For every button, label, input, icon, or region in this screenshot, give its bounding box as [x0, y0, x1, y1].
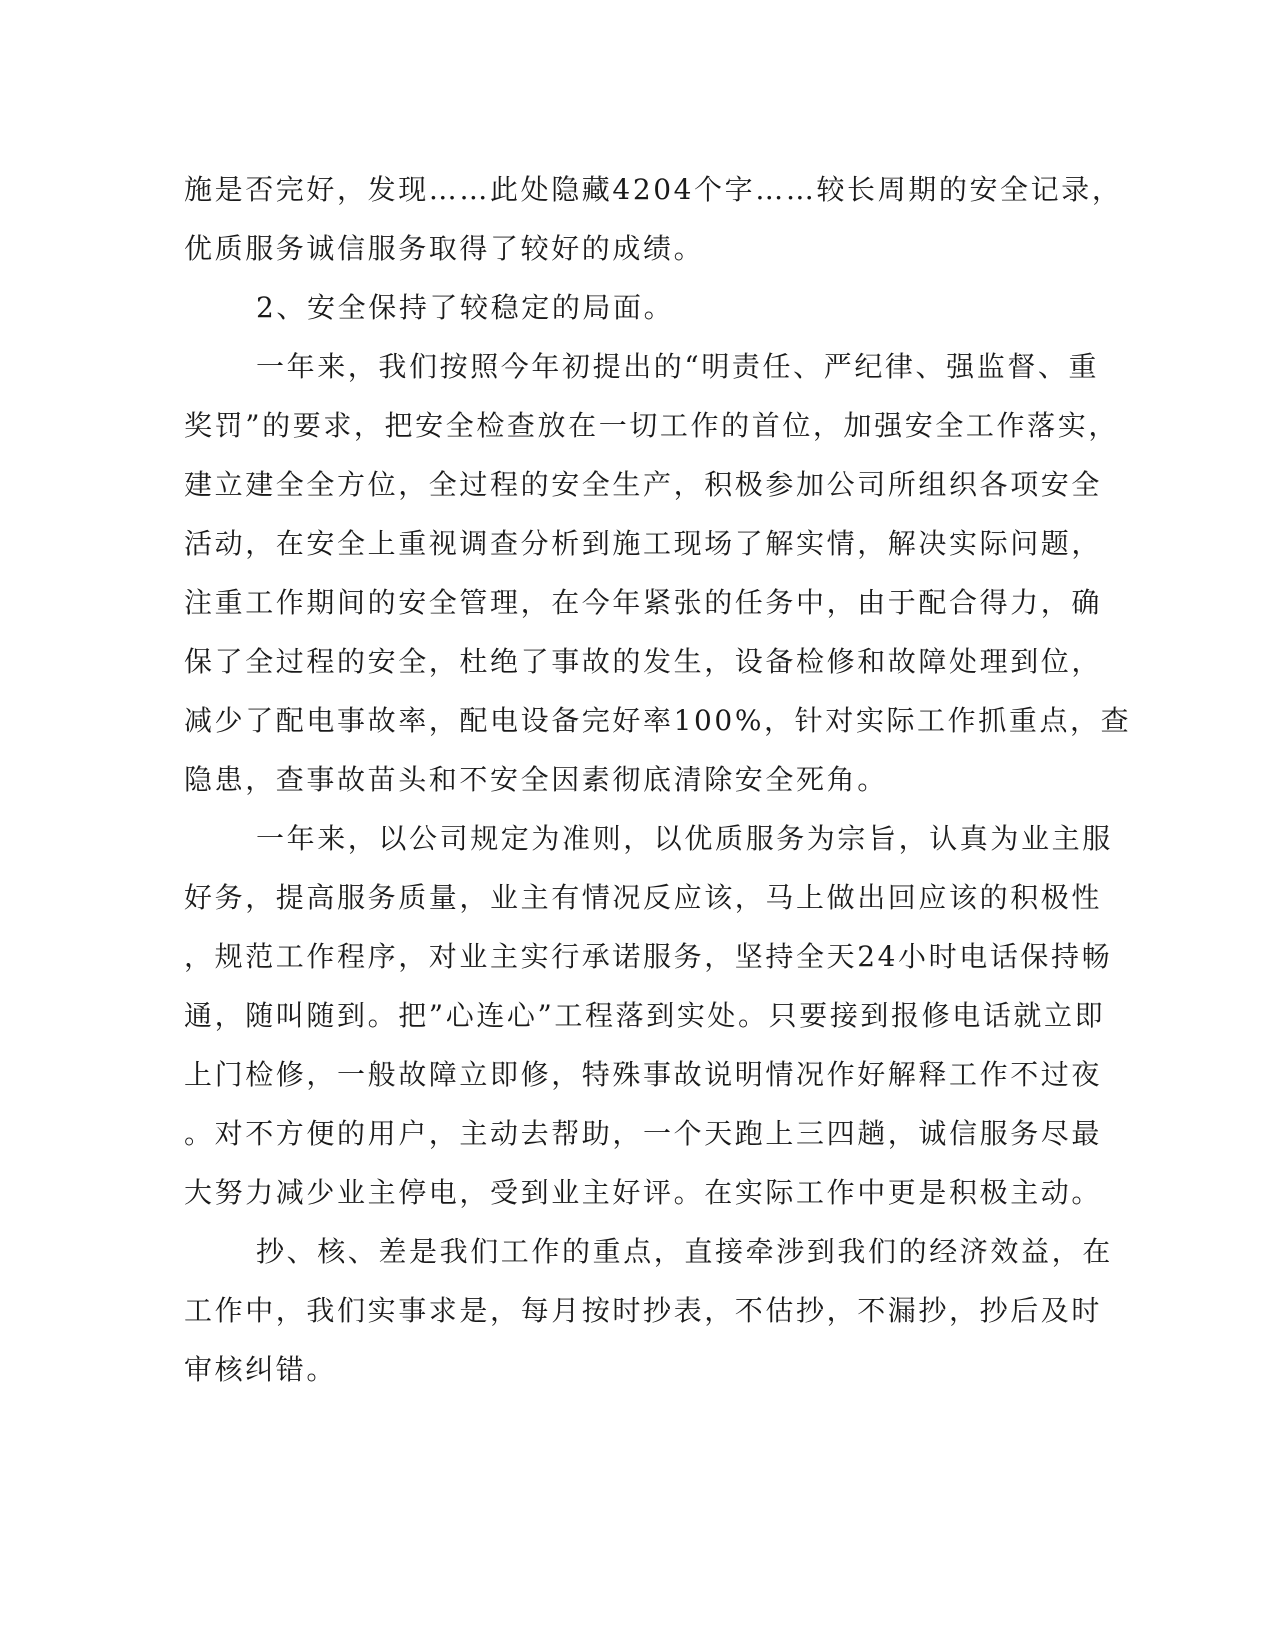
text-line: 注重工作期间的安全管理，在今年紧张的任务中，由于配合得力，确 [184, 586, 1103, 619]
text-line: 保了全过程的安全，杜绝了事故的发生，设备检修和故障处理到位， [184, 645, 1103, 678]
text-line: 建立建全全方位，全过程的安全生产，积极参加公司所组织各项安全 [184, 468, 1103, 501]
text-line: 通，随叫随到。把”心连心”工程落到实处。只要接到报修电话就立即 [184, 999, 1106, 1032]
text-line: 工作中，我们实事求是，每月按时抄表，不估抄，不漏抄，抄后及时 [184, 1294, 1103, 1327]
section-heading: 2、安全保持了较稳定的局面。 [256, 291, 675, 324]
text-line: 减少了配电事故率，配电设备完好率100%，针对实际工作抓重点，查 [184, 704, 1132, 737]
text-line: 活动，在安全上重视调查分析到施工现场了解实情，解决实际问题， [184, 527, 1103, 560]
text-line: 优质服务诚信服务取得了较好的成绩。 [184, 232, 705, 265]
text-line: 上门检修，一般故障立即修，特殊事故说明情况作好解释工作不过夜 [184, 1058, 1103, 1091]
text-line: 抄、核、差是我们工作的重点，直接牵涉到我们的经济效益，在 [256, 1235, 1113, 1268]
text-line: ，规范工作程序，对业主实行承诺服务，坚持全天24小时电话保持畅 [184, 940, 1113, 973]
text-line: 奖罚”的要求，把安全检查放在一切工作的首位，加强安全工作落实， [184, 409, 1119, 442]
text-line: 一年来，以公司规定为准则，以优质服务为宗旨，认真为业主服 [256, 822, 1113, 855]
text-line: 一年来，我们按照今年初提出的“明责任、严纪律、强监督、重 [256, 350, 1100, 383]
text-line: 好务，提高服务质量，业主有情况反应该，马上做出回应该的积极性 [184, 881, 1103, 914]
text-line: 审核纠错。 [184, 1353, 338, 1386]
text-line: 。对不方便的用户，主动去帮助，一个天跑上三四趟，诚信服务尽最 [184, 1117, 1103, 1150]
text-line: 大努力减少业主停电，受到业主好评。在实际工作中更是积极主动。 [184, 1176, 1103, 1209]
text-line: 施是否完好，发现……此处隐藏4204个字……较长周期的安全记录， [184, 173, 1123, 206]
text-line: 隐患，查事故苗头和不安全因素彻底清除安全死角。 [184, 763, 888, 796]
document-body [184, 160, 1132, 1399]
